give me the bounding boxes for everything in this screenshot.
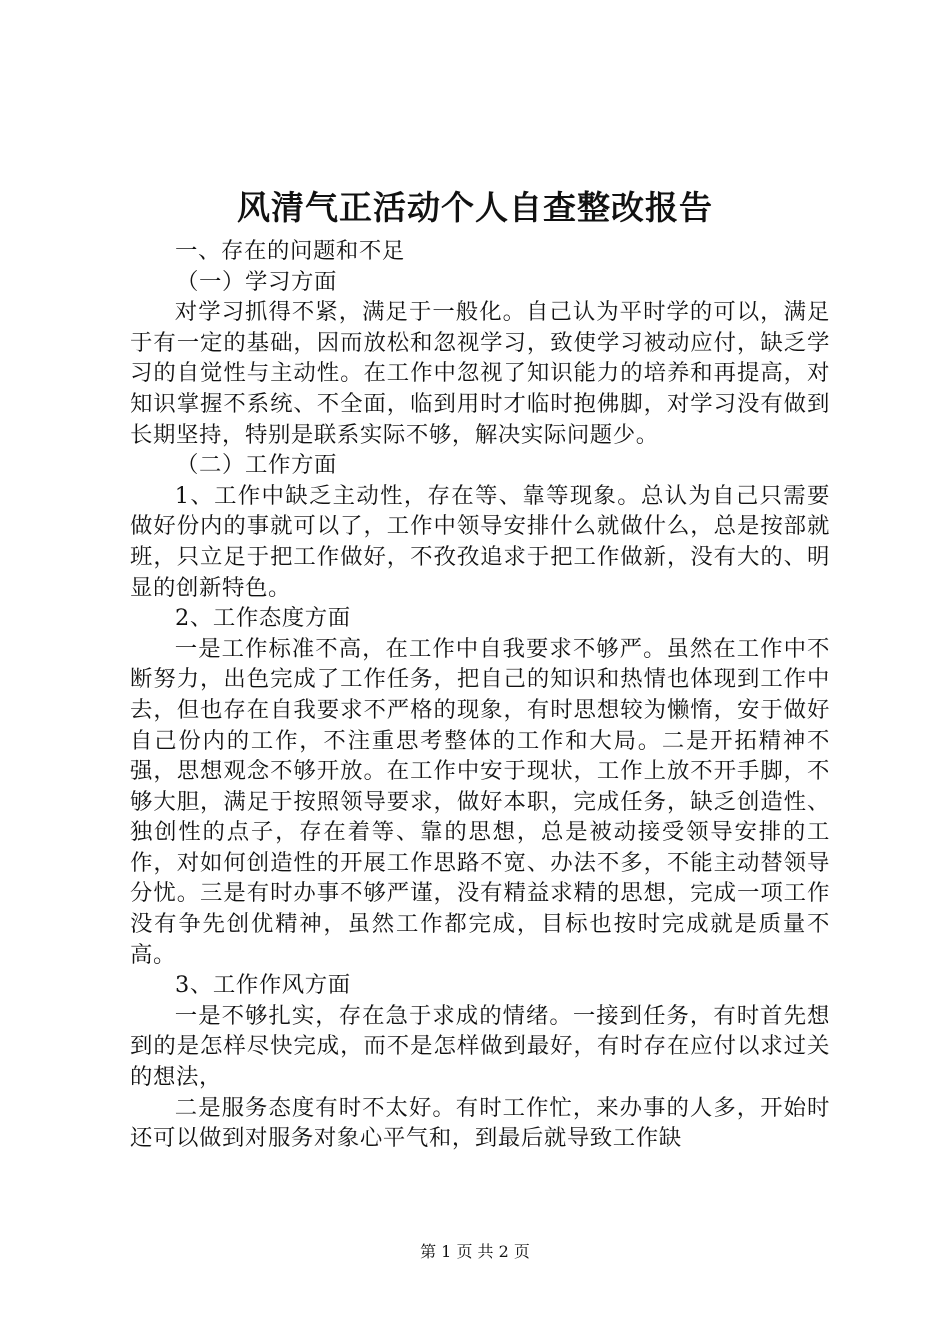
subsection-heading-work: （二）工作方面 (176, 452, 337, 479)
section-heading: 一、存在的问题和不足 (175, 238, 405, 264)
paragraph-initiative: 1、工作中缺乏主动性，存在等、靠等现象。总认为自己只需要做好份内的事就可以了，工作中领导安排什么就做什么，总是按部就班，只立足于把工作做好，不孜孜追求于把工作做新，没有大的、明显的创新特色。 (130, 482, 830, 601)
paragraph-style-1: 一是不够扎实，存在急于求成的情绪。一接到任务，有时首先想到的是怎样尽快完成，而不是怎样做到最好，有时存在应付以求过关的想法， (130, 1002, 830, 1091)
document-body (130, 236, 830, 1154)
item-heading-style: 3、工作作风方面 (175, 972, 351, 999)
page-footer: 第 1 页 共 2 页 (420, 1242, 530, 1261)
subsection-heading-study: （一）学习方面 (176, 268, 337, 295)
document-title: 风清气正活动个人自查整改报告 (237, 188, 713, 227)
item-heading-attitude: 2、工作态度方面 (175, 605, 351, 632)
paragraph-style-2: 二是服务态度有时不太好。有时工作忙，来办事的人多，开始时还可以做到对服务对象心平气和，到最后就导致工作缺 (130, 1094, 830, 1152)
paragraph-study: 对学习抓得不紧，满足于一般化。自己认为平时学的可以，满足于有一定的基础，因而放松和忽视学习，致使学习被动应付，缺乏学习的自觉性与主动性。在工作中忽视了知识能力的培养和再提高，对知识掌握不系统、不全面，临到用时才临时抱佛脚，对学习没有做到长期坚持，特别是联系实际不够，解决实际问题少。 (130, 299, 830, 448)
paragraph-attitude: 一是工作标准不高，在工作中自我要求不够严。虽然在工作中不断努力，出色完成了工作任务，把自己的知识和热情也体现到工作中去，但也存在自我要求不严格的现象，有时思想较为懒惰，安于做好自己份内的工作，不注重思考整体的工作和大局。二是开拓精神不强，思想观念不够开放。在工作中安于现状，工作上放不开手脚，不够大胆，满足于按照领导要求，做好本职，完成任务，缺乏创造性、独创性的点子，存在着等、靠的思想，总是被动接受领导安排的工作，对如何创造性的开展工作思路不宽、办法不多，不能主动替领导分忧。三是有时办事不够严谨，没有精益求精的思想，完成一项工作没有争先创优精神，虽然工作都完成，目标也按时完成就是质量不高。 (130, 635, 830, 968)
